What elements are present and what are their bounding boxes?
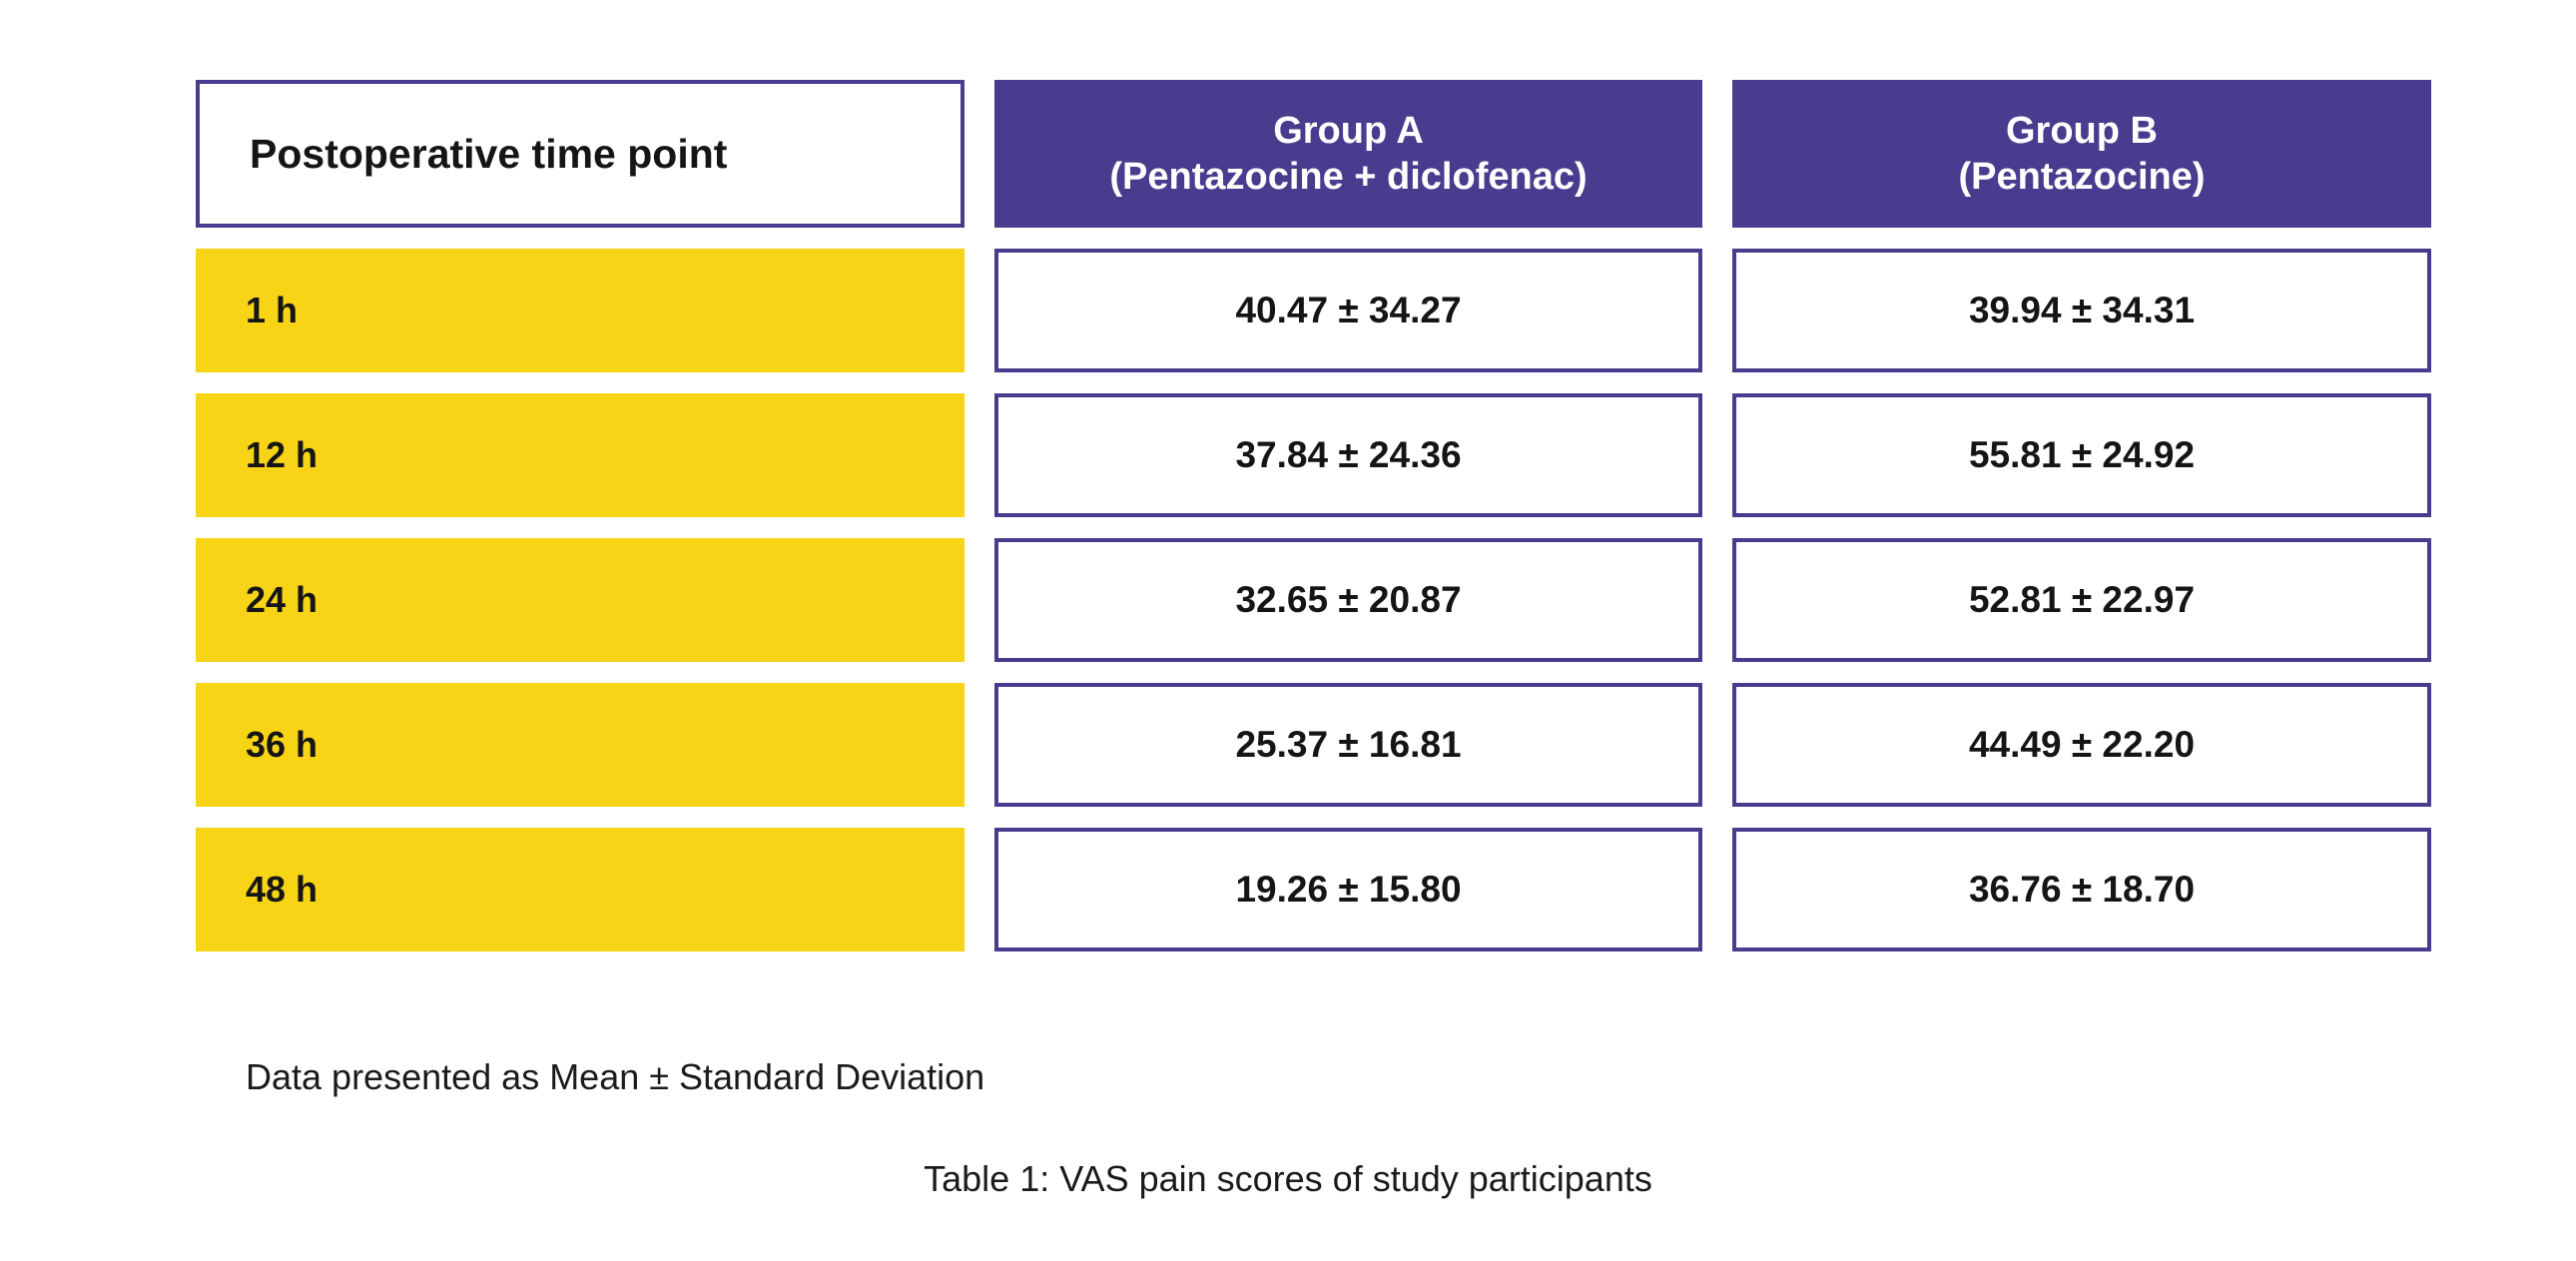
row-spacer [196, 662, 2431, 683]
row-time-label: 1 h [196, 249, 965, 372]
cell-group-a-value: 32.65 ± 20.87 [994, 538, 1702, 662]
row-time-label: 24 h [196, 538, 965, 662]
table-body [196, 228, 2431, 951]
header-group-a-line1: Group A [1273, 109, 1424, 152]
cell-spacer [1702, 828, 1732, 951]
header-group-b-line1: Group B [2006, 109, 2158, 152]
table-row [196, 828, 2431, 951]
cell-spacer [965, 538, 994, 662]
header-spacer-1 [965, 80, 994, 228]
cell-group-b-value: 39.94 ± 34.31 [1732, 249, 2431, 372]
cell-spacer [1702, 538, 1732, 662]
table-row [196, 538, 2431, 662]
row-spacer [196, 517, 2431, 538]
header-time-point: Postoperative time point [196, 80, 965, 228]
header-group-a [994, 80, 1702, 228]
table-row [196, 683, 2431, 807]
row-spacer [196, 807, 2431, 828]
row-time-label: 12 h [196, 393, 965, 517]
cell-spacer [965, 828, 994, 951]
cell-group-a-value: 37.84 ± 24.36 [994, 393, 1702, 517]
vas-table-container [196, 80, 2410, 951]
row-spacer [196, 372, 2431, 393]
table-row [196, 393, 2431, 517]
cell-spacer [965, 249, 994, 372]
vas-pain-score-table [196, 80, 2431, 951]
row-time-label: 48 h [196, 828, 965, 951]
row-time-label: 36 h [196, 683, 965, 807]
header-row [196, 80, 2431, 228]
header-spacer-2 [1702, 80, 1732, 228]
cell-group-b-value: 52.81 ± 22.97 [1732, 538, 2431, 662]
table-header [196, 80, 2431, 228]
header-group-b-line2: (Pentazocine) [1958, 156, 2206, 198]
cell-spacer [965, 683, 994, 807]
table-caption: Table 1: VAS pain scores of study participants [924, 1158, 1652, 1199]
header-group-a-line2: (Pentazocine + diclofenac) [1109, 156, 1588, 198]
table-row [196, 249, 2431, 372]
cell-spacer [965, 393, 994, 517]
cell-spacer [1702, 683, 1732, 807]
cell-group-b-value: 55.81 ± 24.92 [1732, 393, 2431, 517]
header-group-b [1732, 80, 2431, 228]
cell-group-b-value: 44.49 ± 22.20 [1732, 683, 2431, 807]
cell-group-a-value: 40.47 ± 34.27 [994, 249, 1702, 372]
cell-group-a-value: 25.37 ± 16.81 [994, 683, 1702, 807]
row-spacer [196, 228, 2431, 249]
cell-spacer [1702, 249, 1732, 372]
cell-spacer [1702, 393, 1732, 517]
table-footnote: Data presented as Mean ± Standard Deviation [246, 1056, 985, 1097]
cell-group-a-value: 19.26 ± 15.80 [994, 828, 1702, 951]
cell-group-b-value: 36.76 ± 18.70 [1732, 828, 2431, 951]
